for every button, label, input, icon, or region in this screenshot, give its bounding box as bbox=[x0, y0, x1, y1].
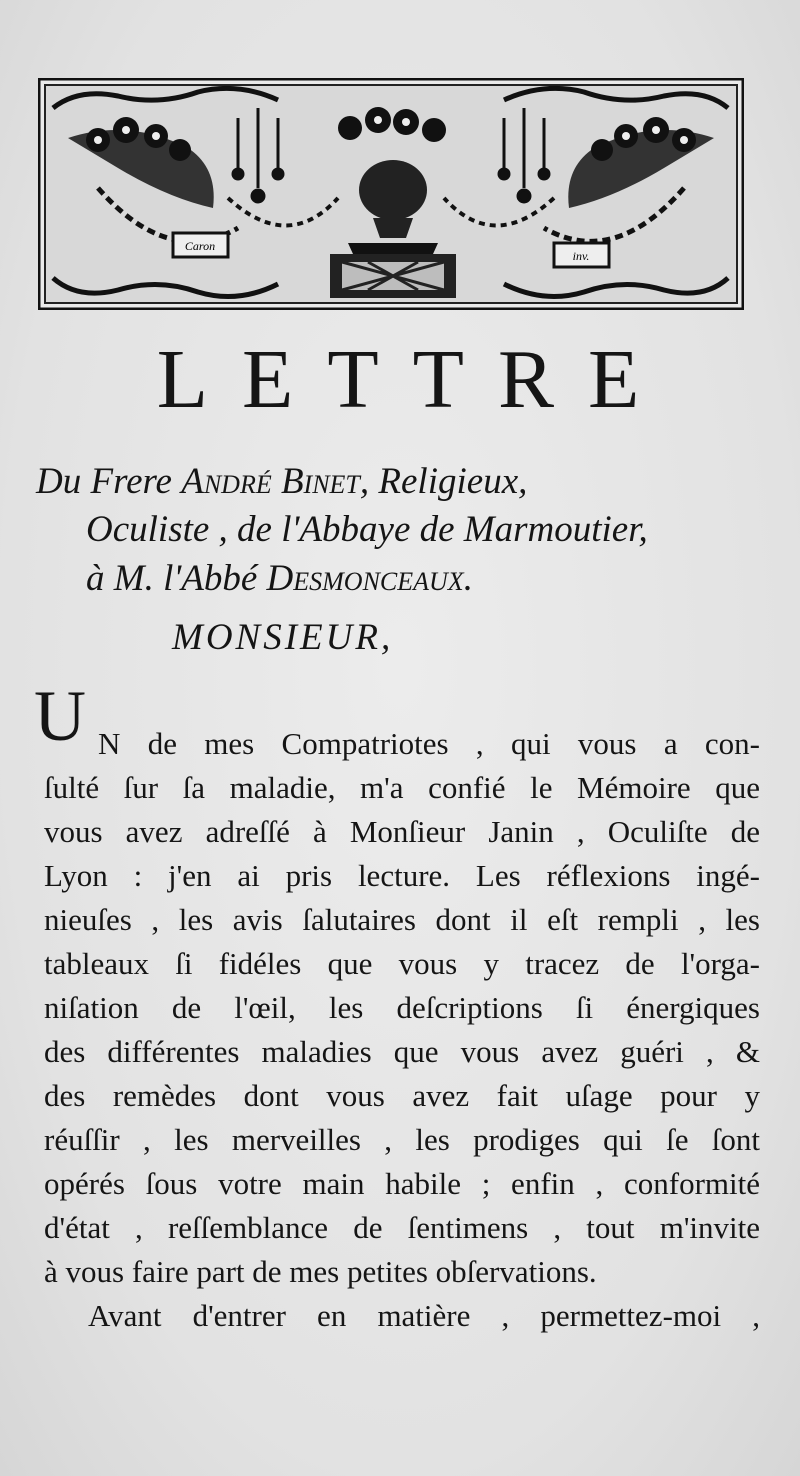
body-line-1: N de mes Compatriotes , qui vous a con- bbox=[98, 726, 760, 761]
engraver-signature-left: Caron bbox=[184, 239, 216, 253]
headpiece-ornament bbox=[38, 78, 744, 310]
next-paragraph-line: Avant d'entrer en matière , permettez-moi , bbox=[88, 1298, 760, 1333]
body-line-12: d'état , reſſemblance de ſentimens , tout m'invite bbox=[44, 1210, 760, 1245]
address-suffix: , Religieux, bbox=[359, 461, 528, 502]
body-line-7: niſation de l'œil, les deſcriptions ſi énergiques bbox=[44, 990, 760, 1025]
body-line-13: à vous faire part de mes petites obſervations. bbox=[44, 1254, 597, 1289]
drop-cap: U bbox=[34, 676, 86, 756]
body-line-11: opérés ſous votre main habile ; enfin , conformité bbox=[44, 1166, 760, 1201]
body-line-3: vous avez adreſſé à Monſieur Janin , Oculiſte de bbox=[44, 814, 760, 849]
body-line-4: Lyon : j'en ai pris lecture. Les réflexions ingé- bbox=[44, 858, 760, 893]
body-line-8: des différentes maladies que vous avez guéri , & bbox=[44, 1034, 760, 1069]
body-line-6: tableaux ſi fidéles que vous y tracez de l'orga- bbox=[44, 946, 760, 981]
author-name: André Binet bbox=[181, 461, 360, 502]
recipient-prefix: à M. l'Abbé bbox=[86, 558, 267, 599]
body-line-10: réuſſir , les merveilles , les prodiges qui ſe ſont bbox=[44, 1122, 760, 1157]
body-line-2: ſulté ſur ſa maladie, m'a confié le Mémoire que bbox=[44, 770, 760, 805]
body-line-9: des remèdes dont vous avez fait uſage pour y bbox=[44, 1078, 760, 1113]
engraver-signature-right: inv. bbox=[572, 249, 590, 263]
body-line-5: nieuſes , les avis ſalutaires dont il eſt rempli , les bbox=[44, 902, 760, 937]
salutation: MONSIEUR, bbox=[172, 617, 394, 658]
address-line-1 bbox=[36, 458, 527, 506]
address-line-3 bbox=[86, 555, 473, 603]
recipient-name: Desmonceaux. bbox=[266, 558, 473, 599]
address-line-2: Oculiste , de l'Abbaye de Marmoutier, bbox=[86, 509, 648, 550]
address-prefix: Du Frere bbox=[36, 461, 182, 502]
page-title: LETTRE bbox=[156, 333, 674, 426]
